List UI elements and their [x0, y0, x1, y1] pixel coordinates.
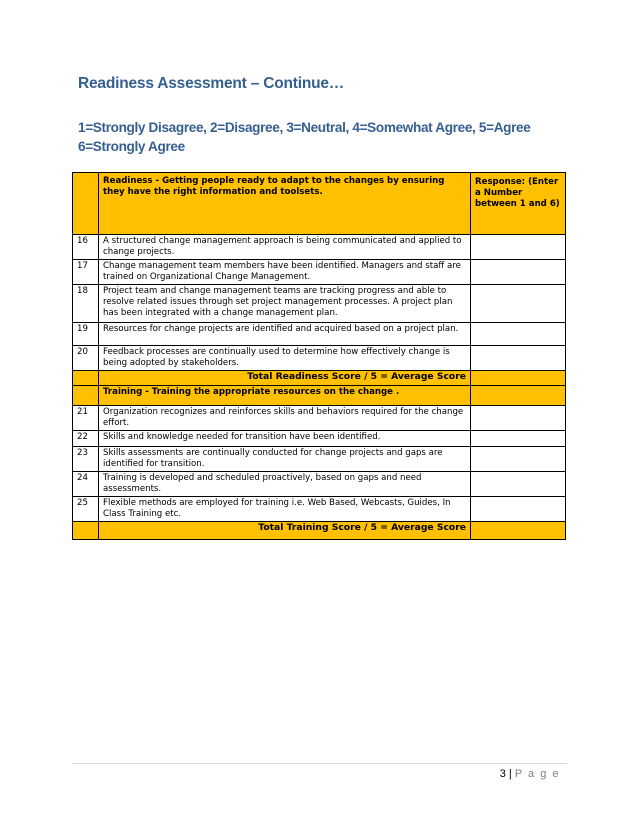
readiness-total-label: Total Readiness Score / 5 = Average Score — [99, 371, 471, 386]
rating-scale-line-1: 1=Strongly Disagree, 2=Disagree, 3=Neutral, 4=Somewhat Agree, 5=Agree — [78, 120, 531, 135]
page-title: Readiness Assessment – Continue… — [78, 75, 345, 92]
rating-scale — [78, 118, 558, 156]
row-number: 19 — [73, 323, 99, 346]
response-cell[interactable] — [471, 235, 566, 260]
response-cell[interactable] — [471, 447, 566, 472]
training-total-row — [73, 522, 566, 540]
row-number: 21 — [73, 406, 99, 431]
row-number: 16 — [73, 235, 99, 260]
row-statement: Feedback processes are continually used to determine how effectively change is being adopted by stakeholders. — [99, 346, 471, 371]
table-row — [73, 431, 566, 447]
row-number: 20 — [73, 346, 99, 371]
row-statement: Change management team members have been identified. Managers and staff are trained on Organizational Change Management. — [99, 260, 471, 285]
response-cell[interactable] — [471, 472, 566, 497]
row-number: 18 — [73, 285, 99, 323]
table-row — [73, 285, 566, 323]
row-statement: Training is developed and scheduled proactively, based on gaps and need assessments. — [99, 472, 471, 497]
response-cell[interactable] — [471, 323, 566, 346]
row-number: 17 — [73, 260, 99, 285]
table-row — [73, 323, 566, 346]
total-number-cell — [73, 522, 99, 540]
training-total-response[interactable] — [471, 522, 566, 540]
training-header-row — [73, 386, 566, 406]
footer-divider — [72, 763, 567, 764]
header-number-cell — [73, 173, 99, 235]
row-statement: Organization recognizes and reinforces skills and behaviors required for the change effort. — [99, 406, 471, 431]
assessment-table — [72, 172, 566, 540]
readiness-total-row — [73, 371, 566, 386]
row-number: 22 — [73, 431, 99, 447]
total-number-cell — [73, 371, 99, 386]
table-row — [73, 497, 566, 522]
rating-scale-line-2: 6=Strongly Agree — [78, 139, 185, 154]
row-statement: Project team and change management teams are tracking progress and able to resolve related issues through set project management processes. A project plan has been integrated with a change management plan. — [99, 285, 471, 323]
row-number: 25 — [73, 497, 99, 522]
training-header-number-cell — [73, 386, 99, 406]
readiness-header: Readiness - Getting people ready to adapt to the changes by ensuring they have the right information and toolsets. — [99, 173, 471, 235]
response-cell[interactable] — [471, 406, 566, 431]
response-cell[interactable] — [471, 497, 566, 522]
page-number — [500, 768, 560, 780]
training-header: Training - Training the appropriate resources on the change . — [99, 386, 471, 406]
table-row — [73, 235, 566, 260]
table-row — [73, 472, 566, 497]
row-number: 24 — [73, 472, 99, 497]
row-statement: A structured change management approach is being communicated and applied to change projects. — [99, 235, 471, 260]
page-label: P a g e — [514, 768, 560, 780]
training-total-label: Total Training Score / 5 = Average Score — [99, 522, 471, 540]
row-statement: Flexible methods are employed for training i.e. Web Based, Webcasts, Guides, In Class Training etc. — [99, 497, 471, 522]
row-statement: Skills and knowledge needed for transition have been identified. — [99, 431, 471, 447]
response-cell[interactable] — [471, 431, 566, 447]
row-number: 23 — [73, 447, 99, 472]
response-cell[interactable] — [471, 285, 566, 323]
table-row — [73, 260, 566, 285]
readiness-header-row — [73, 173, 566, 235]
response-cell[interactable] — [471, 260, 566, 285]
table-row — [73, 406, 566, 431]
page-number-value: 3 — [499, 768, 506, 780]
readiness-total-response[interactable] — [471, 371, 566, 386]
training-header-response — [471, 386, 566, 406]
response-header: Response: (Enter a Number between 1 and 6) — [471, 173, 566, 235]
table-row — [73, 346, 566, 371]
row-statement: Resources for change projects are identified and acquired based on a project plan. — [99, 323, 471, 346]
row-statement: Skills assessments are continually conducted for change projects and gaps are identified for transition. — [99, 447, 471, 472]
table-row — [73, 447, 566, 472]
page-number-separator: | — [505, 768, 515, 780]
response-cell[interactable] — [471, 346, 566, 371]
